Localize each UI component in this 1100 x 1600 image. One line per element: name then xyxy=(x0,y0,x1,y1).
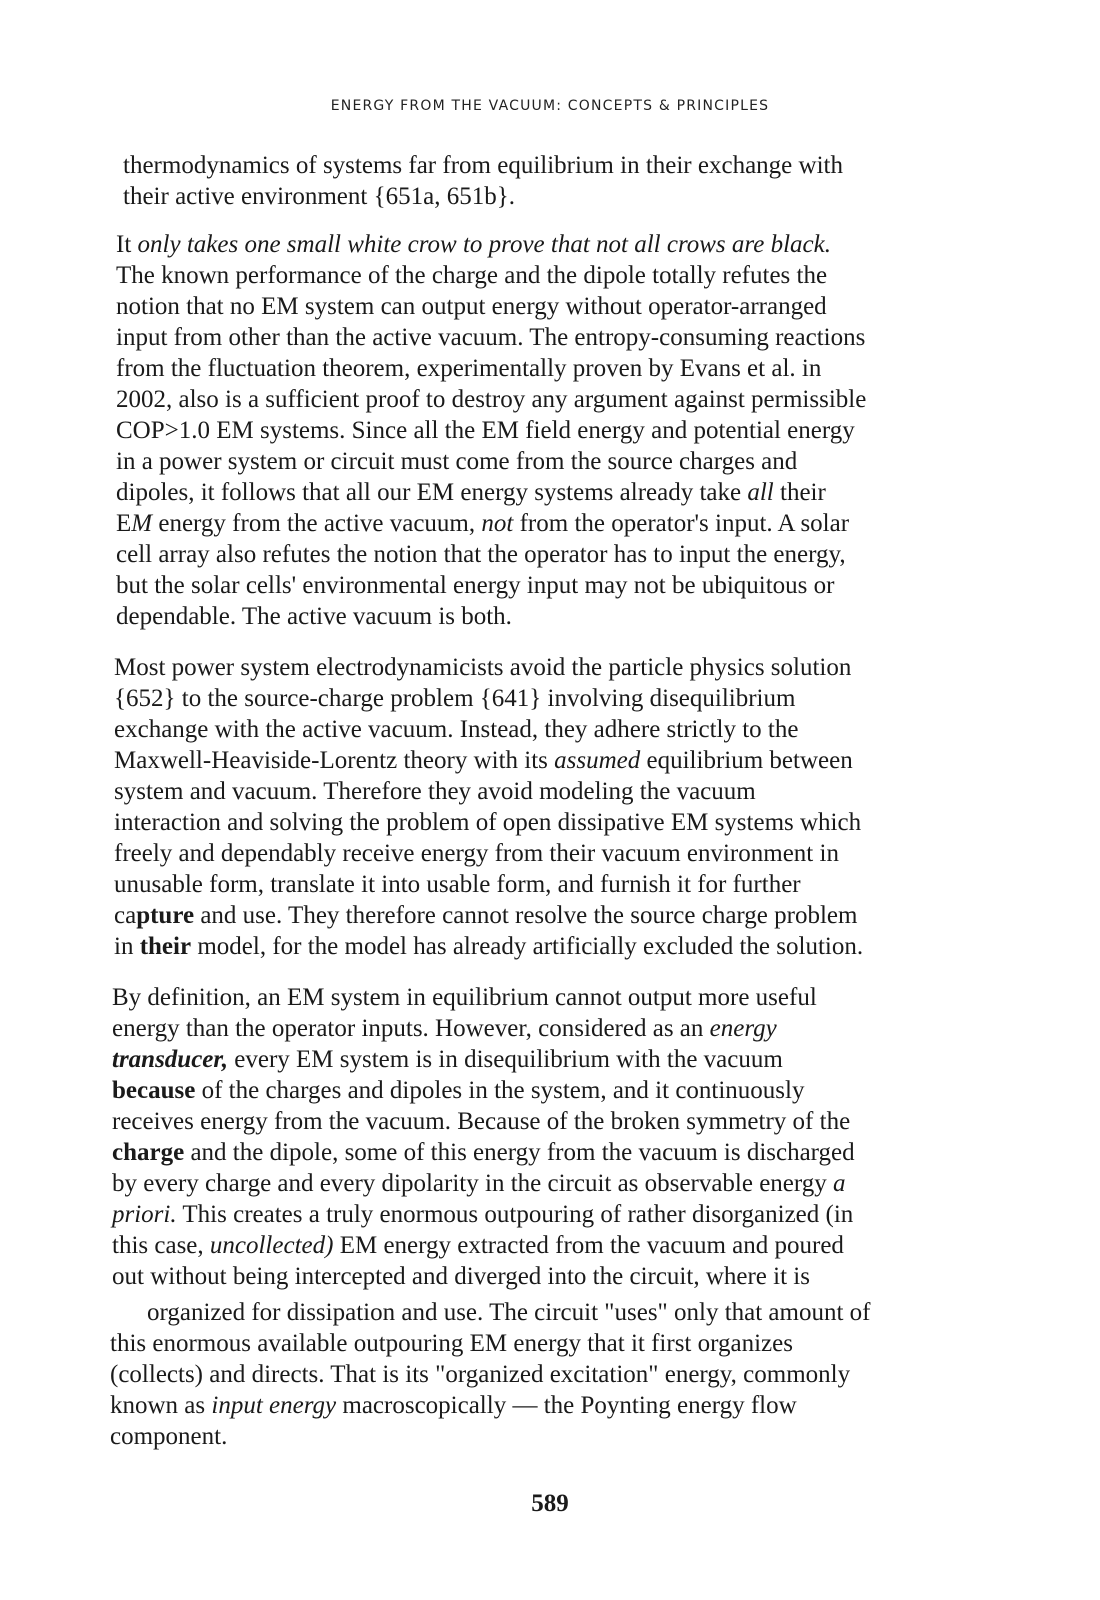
text-run: from the fluctuation theorem, experimentally proven by Evans et al. in xyxy=(116,355,822,382)
text-run: input from other than the active vacuum. The entropy-consuming reactions xyxy=(116,324,866,351)
emphasis-text: not xyxy=(481,510,514,537)
text-line xyxy=(114,776,863,807)
text-line xyxy=(110,1421,871,1452)
text-line xyxy=(110,1359,871,1390)
text-line xyxy=(112,1075,855,1106)
text-line xyxy=(114,745,863,776)
text-run: of the charges and dipoles in the system, and it continuously xyxy=(195,1077,805,1104)
text-run: freely and dependably receive energy from their vacuum environment in xyxy=(114,840,839,867)
text-run: interaction and solving the problem of open dissipative EM systems which xyxy=(114,809,862,836)
paragraph-1 xyxy=(123,150,843,212)
text-run: This creates a truly enormous outpouring of rather disorganized (in xyxy=(176,1201,854,1228)
text-run: energy from the active vacuum, xyxy=(152,510,482,537)
text-line xyxy=(114,714,863,745)
text-run: system and vacuum. Therefore they avoid modeling the vacuum xyxy=(114,778,756,805)
emphasis-text: transducer, xyxy=(112,1046,229,1073)
emphasis-text: uncollected) xyxy=(209,1232,334,1259)
paragraph-3 xyxy=(114,652,863,962)
text-line xyxy=(116,601,866,632)
text-run: E xyxy=(116,510,132,537)
text-line xyxy=(116,539,866,570)
text-run: out without being intercepted and diverged into the circuit, where it is xyxy=(112,1263,810,1290)
emphasis-text: their xyxy=(139,933,192,960)
text-run: EM energy extracted from the vacuum and poured xyxy=(333,1232,844,1259)
text-line xyxy=(116,229,866,260)
text-run: this enormous available outpouring EM energy that it first organizes xyxy=(110,1330,793,1357)
text-line xyxy=(112,1230,855,1261)
text-run: by every charge and every dipolarity in the circuit as observable energy xyxy=(112,1170,834,1197)
text-line xyxy=(112,1168,855,1199)
text-line xyxy=(116,322,866,353)
emphasis-text: priori. xyxy=(112,1201,177,1228)
text-line xyxy=(116,508,866,539)
text-run: every EM system is in disequilibrium with the vacuum xyxy=(228,1046,783,1073)
text-line xyxy=(116,384,866,415)
text-line xyxy=(116,291,866,322)
text-run: dipoles, it follows that all our EM energy systems already take xyxy=(116,479,748,506)
text-run: organized for dissipation and use. The circuit "uses" only that amount of xyxy=(147,1299,871,1326)
paragraph-2 xyxy=(116,229,866,632)
text-run: receives energy from the vacuum. Because of the broken symmetry of the xyxy=(112,1108,851,1135)
text-run: notion that no EM system can output energy without operator-arranged xyxy=(116,293,827,320)
text-line xyxy=(112,1044,855,1075)
text-line xyxy=(112,1106,855,1137)
text-run: COP>1.0 EM systems. Since all the EM field energy and potential energy xyxy=(116,417,855,444)
emphasis-text: charge xyxy=(112,1139,185,1166)
text-run: model, for the model has already artificially excluded the solution. xyxy=(191,933,864,960)
text-run: in a power system or circuit must come from the source charges and xyxy=(116,448,798,475)
emphasis-text: input energy xyxy=(211,1392,337,1419)
text-run: from the operator's input. A solar xyxy=(513,510,850,537)
text-run: dependable. The active vacuum is both. xyxy=(116,603,512,630)
paragraph-5 xyxy=(110,1297,871,1452)
text-run: cell array also refutes the notion that the operator has to input the energy, xyxy=(116,541,846,568)
text-run: macroscopically — the Poynting energy flow xyxy=(336,1392,797,1419)
text-run: component. xyxy=(110,1423,228,1450)
emphasis-text: all xyxy=(747,479,774,506)
text-line xyxy=(110,1328,871,1359)
text-run: ca xyxy=(114,902,137,929)
text-line xyxy=(116,446,866,477)
text-run: thermodynamics of systems far from equilibrium in their exchange with xyxy=(123,152,843,179)
text-run: unusable form, translate it into usable form, and furnish it for further xyxy=(114,871,801,898)
text-run: their xyxy=(773,479,826,506)
text-run: and the dipole, some of this energy from the vacuum is discharged xyxy=(184,1139,855,1166)
text-line xyxy=(116,477,866,508)
text-line xyxy=(112,1261,855,1292)
text-run: 2002, also is a sufficient proof to destroy any argument against permissible xyxy=(116,386,867,413)
text-line xyxy=(114,900,863,931)
text-run: Most power system electrodynamicists avoid the particle physics solution xyxy=(114,654,852,681)
text-run: Maxwell-Heaviside-Lorentz theory with its xyxy=(114,747,555,774)
text-run: It xyxy=(116,231,138,258)
text-run: energy than the operator inputs. However, considered as an xyxy=(112,1015,710,1042)
text-line xyxy=(114,838,863,869)
text-run: The known performance of the charge and the dipole totally refutes the xyxy=(116,262,828,289)
text-run: {652} to the source-charge problem {641} involving disequilibrium xyxy=(114,685,796,712)
running-header: ENERGY FROM THE VACUUM: CONCEPTS & PRINCIPLES xyxy=(330,98,770,114)
text-run: and use. They therefore cannot resolve the source charge problem xyxy=(194,902,858,929)
text-line xyxy=(116,570,866,601)
emphasis-text: pture xyxy=(136,902,195,929)
text-line xyxy=(114,807,863,838)
emphasis-text: M xyxy=(131,510,153,537)
text-line xyxy=(123,181,843,212)
text-line xyxy=(116,353,866,384)
text-run: this case, xyxy=(112,1232,210,1259)
text-run: exchange with the active vacuum. Instead, they adhere strictly to the xyxy=(114,716,799,743)
emphasis-text: a xyxy=(833,1170,846,1197)
text-line xyxy=(110,1297,871,1328)
emphasis-text: assumed xyxy=(554,747,641,774)
text-run: in xyxy=(114,933,140,960)
text-line xyxy=(112,1199,855,1230)
text-run: known as xyxy=(110,1392,212,1419)
text-line xyxy=(116,415,866,446)
text-line xyxy=(114,931,863,962)
text-line xyxy=(114,683,863,714)
text-line xyxy=(114,869,863,900)
text-line xyxy=(114,652,863,683)
text-run: their active environment {651a, 651b}. xyxy=(123,183,515,210)
text-line xyxy=(110,1390,871,1421)
text-run: equilibrium between xyxy=(640,747,853,774)
text-run: but the solar cells' environmental energy input may not be ubiquitous or xyxy=(116,572,835,599)
text-line xyxy=(112,1013,855,1044)
emphasis-text: because xyxy=(112,1077,196,1104)
text-run: By definition, an EM system in equilibrium cannot output more useful xyxy=(112,984,817,1011)
emphasis-text: only takes one small white crow to prove that not all crows are black. xyxy=(137,231,831,258)
page-number: 589 xyxy=(531,1490,569,1517)
text-line xyxy=(112,1137,855,1168)
text-line xyxy=(123,150,843,181)
emphasis-text: energy xyxy=(709,1015,777,1042)
text-run: (collects) and directs. That is its "organized excitation" energy, commonly xyxy=(110,1361,851,1388)
text-line xyxy=(112,982,855,1013)
paragraph-4 xyxy=(112,982,855,1292)
text-line xyxy=(116,260,866,291)
